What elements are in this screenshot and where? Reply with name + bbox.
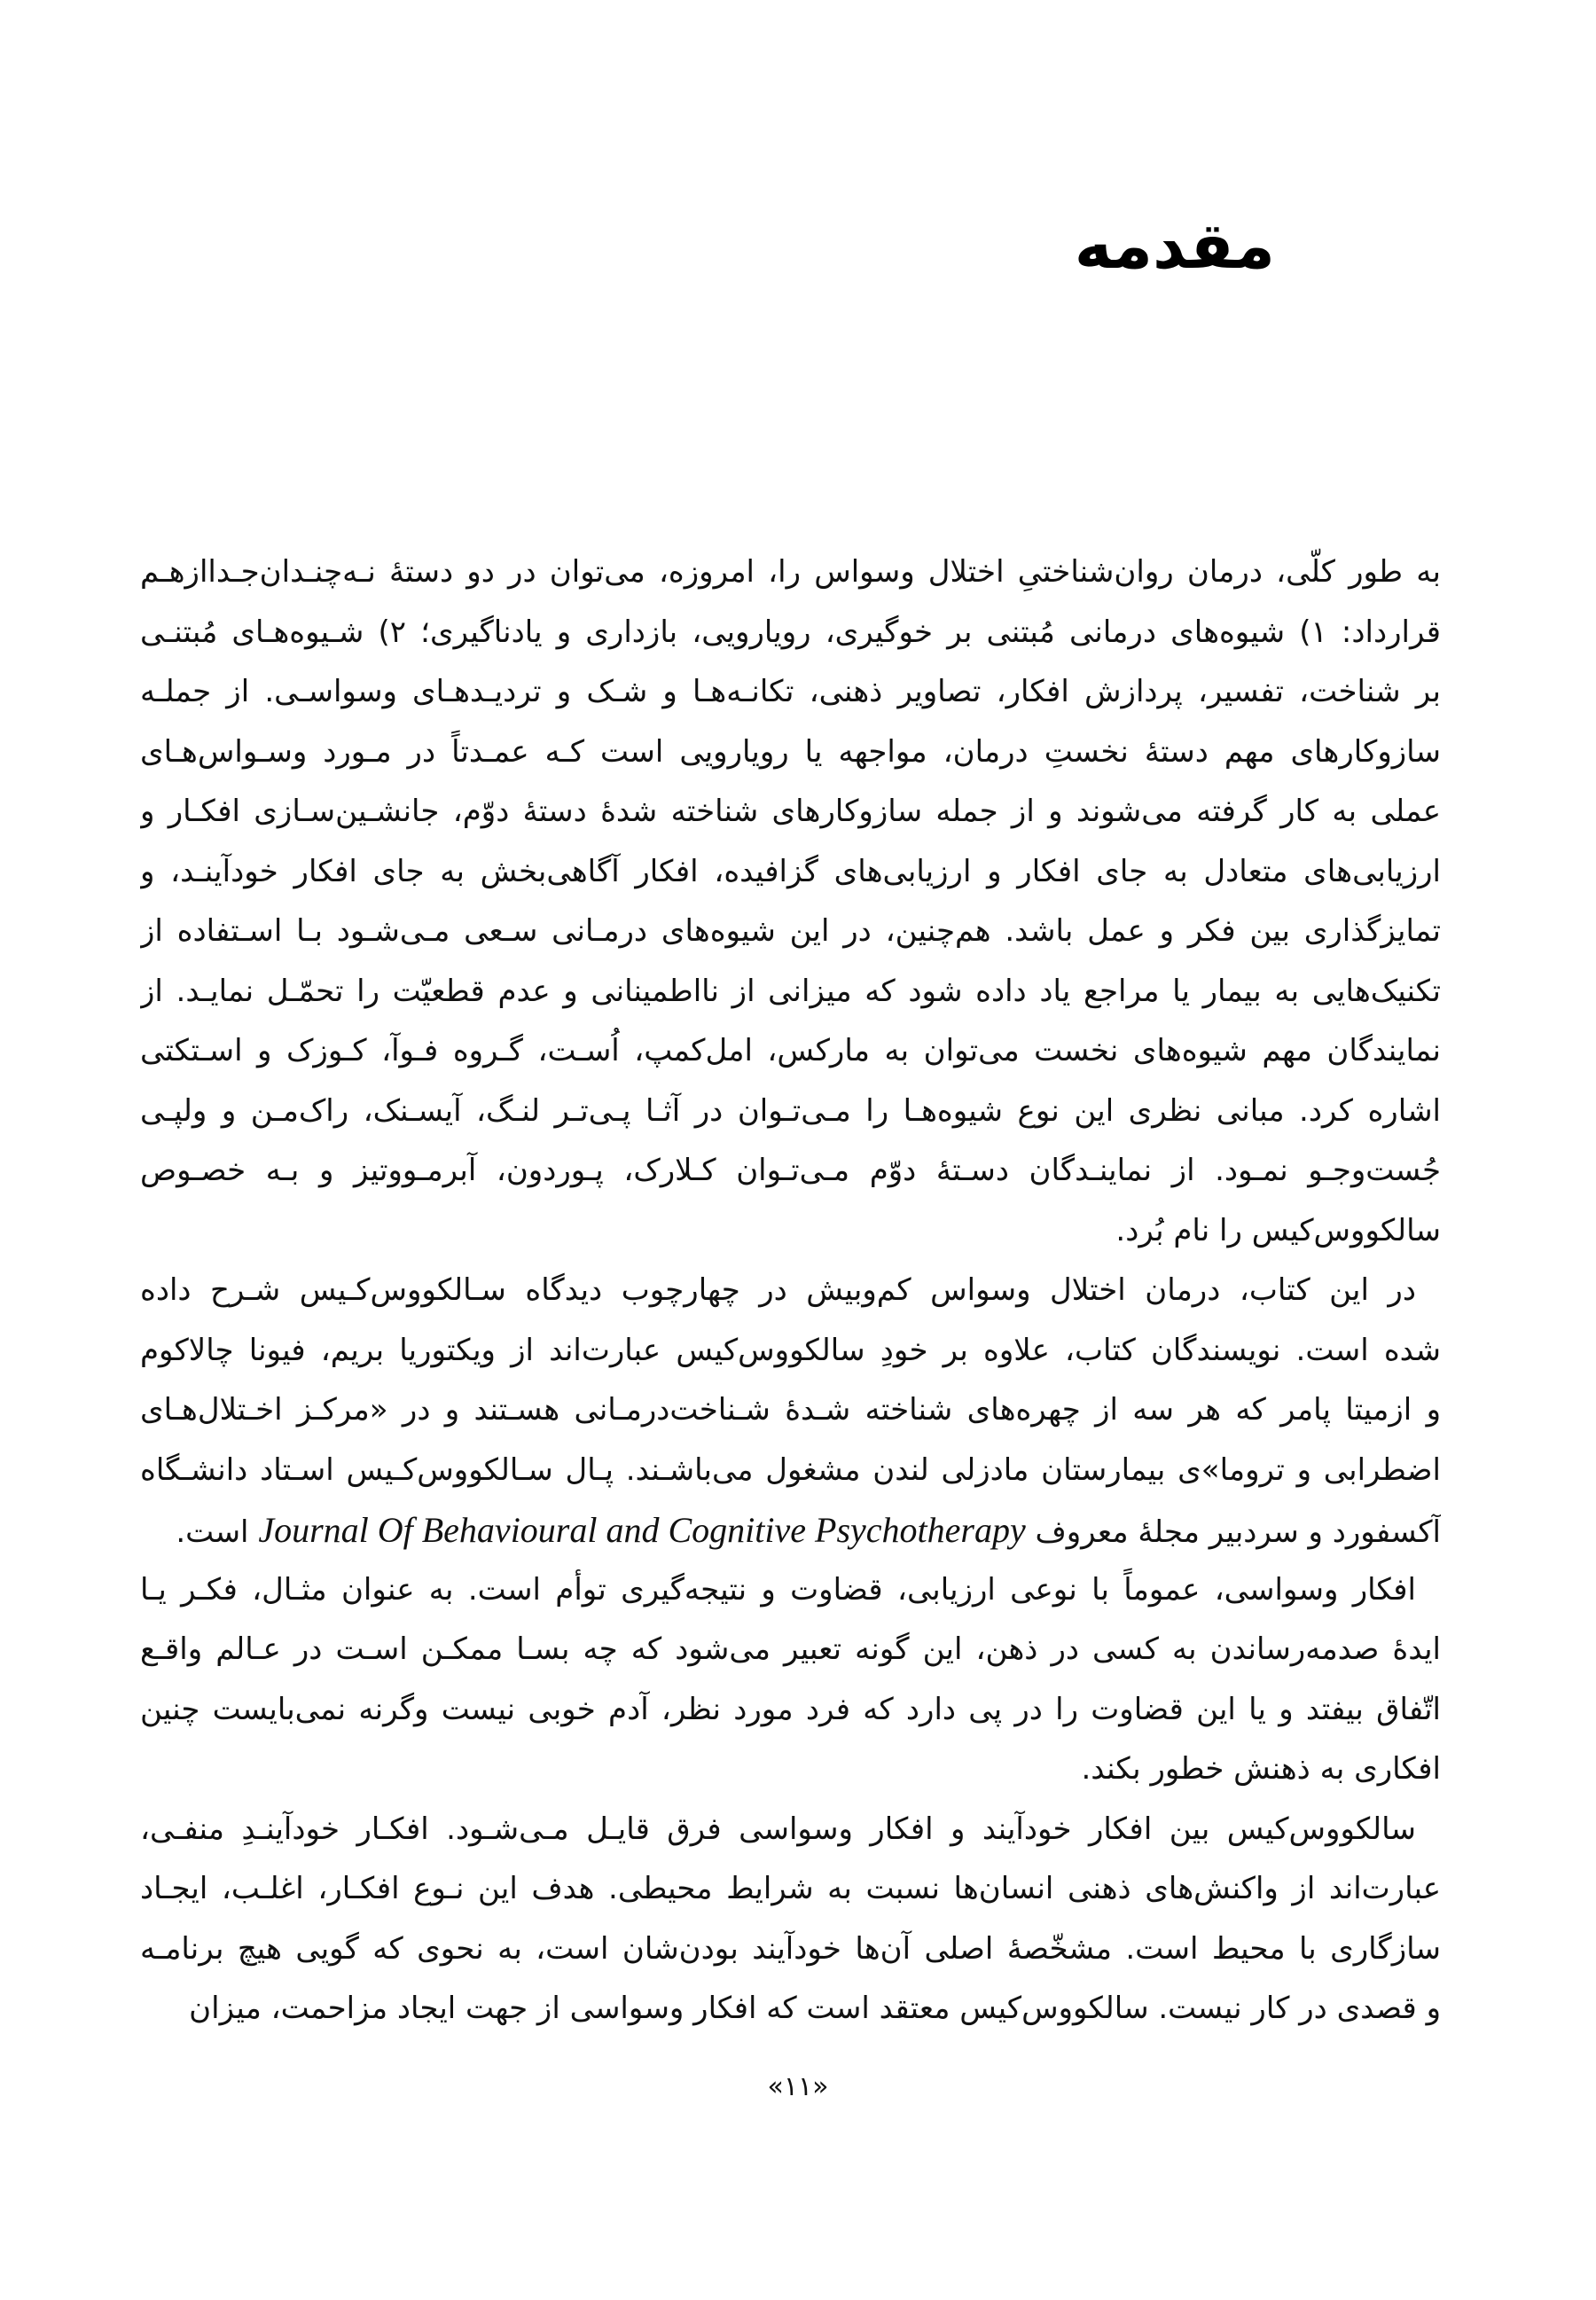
page-number: «۱۱» [767, 2071, 829, 2102]
text-line: ایدهٔ صدمه‌رساندن به کسی در ذهن، این گونه تعبیر می‌شود که چه بسـا ممکـن اسـت در عـالم واقـع [140, 1631, 1441, 1667]
chapter-title: مقدمه [1074, 208, 1275, 283]
paragraph [140, 1561, 1441, 1800]
text-line: افکار وسواسی، عموماً با نوعی ارزیابی، قضاوت و نتیجه‌گیری توأم است. به عنوان مثـال، فکـر یـا [140, 1571, 1416, 1608]
text-line: قرارداد: ۱) شیوه‌های درمانی مُبتنی بر خوگیری، رویارویی، بازداری و یادناگیری؛ ۲) شـیوه‌هـای مُبتنـی [140, 614, 1441, 650]
text-line: شده است. نویسندگان کتاب، علاوه بر خودِ سالکووس‌کیس عبارت‌اند از ویکتوریا بریم، فیونا چالاکوم [140, 1332, 1441, 1368]
journal-title-latin: Journal Of Behavioural and Cognitive Psychotherapy [258, 1510, 1026, 1550]
line-text-segment: آکسفورد و سردبیر مجلهٔ معروف [1025, 1514, 1441, 1550]
text-line: سازگاری با محیط است. مشخّصهٔ اصلی آن‌ها خودآیند بودن‌شان است، به نحوی که گویی هیچ برنامـه [140, 1930, 1441, 1967]
text-line: افکاری به ذهنش خطور بکند. [1081, 1751, 1441, 1787]
text-line: اتّفاق بیفتد و یا این قضاوت را در پی دارد که فرد مورد نظر، آدم خوبی نیست وگرنه نمی‌بایست چنین [140, 1691, 1441, 1727]
text-line: عبارت‌اند از واکنش‌های ذهنی انسان‌ها نسبت به شرایط محیطی. هدف این نـوع افکـار، اغلـب، ایجـاد [140, 1871, 1441, 1906]
text-line: در این کتاب، درمان اختلال وسواس کم‌وبیش در چهارچوب دیدگاه سـالکووس‌کـیس شـرح داده [140, 1272, 1416, 1308]
paragraph [140, 1800, 1441, 2039]
text-line: سالکووس‌کیس را نام بُرد. [1115, 1212, 1441, 1248]
text-line: سازوکارهای مهم دستهٔ نخستِ درمان، مواجهه یا رویارویی است کـه عمـدتاً در مـورد وسـواس‌هـای [140, 733, 1441, 770]
text-line: سالکووس‌کیس بین افکار خودآیند و افکار وسواسی فرق قایـل مـی‌شـود. افکـار خودآینـدِ منفـی، [140, 1811, 1416, 1847]
body-text [140, 543, 1441, 2039]
text-line: عملی به کار گرفته می‌شوند و از جمله سازوکارهای شناخته شدهٔ دستهٔ دوّم، جانشـین‌سـازی افکـار و [140, 794, 1441, 829]
paragraph [140, 1261, 1441, 1561]
paragraph [140, 543, 1441, 1261]
text-line [140, 1500, 1441, 1561]
text-line: تمایزگذاری بین فکر و عمل باشد. هم‌چنین، در این شیوه‌های درمـانی سـعی مـی‌شـود بـا اسـتفاده از [140, 913, 1441, 949]
line-text-segment: است. [176, 1514, 259, 1550]
text-line: اضطرابی و تروما»ی بیمارستان مادزلی لندن مشغول می‌باشـند. پـال سـالکووس‌کـیس اسـتاد دانشـگاه [140, 1451, 1441, 1488]
text-line: و قصدی در کار نیست. سالکووس‌کیس معتقد است که افکار وسواسی از جهت ایجاد مزاحمت، میزان [189, 1991, 1441, 2026]
text-line: ارزیابی‌های متعادل به جای افکار و ارزیابی‌های گزافیده، افکار آگاهی‌بخش به جای افکار خودآینـد، و [140, 853, 1441, 889]
text-line: اشاره کرد. مبانی نظری این نوع شیوه‌هـا را مـی‌تـوان در آثـا پـی‌تـر لنـگ، آیسـنک، راک‌مـن و ولپـی [140, 1092, 1441, 1129]
text-line: و ازمیتا پامر که هر سه از چهره‌های شناخته شـدهٔ شـناخت‌درمـانی هسـتند و در «مرکـز اخـتلال‌هـای [140, 1392, 1441, 1428]
text-line: جُست‌وجـو نمـود. از نماینـدگان دسـتهٔ دوّم مـی‌تـوان کـلارک، پـوردون، آبرمـووتیز و بـه خصـوص [140, 1153, 1441, 1188]
text-line: به طور کلّی، درمان روان‌شناختیِ اختلال وسواس را، امروزه، می‌توان در دو دستهٔ نـه‌چنـدان‌جـداازهـم [140, 554, 1441, 590]
text-line: نمایندگان مهم شیوه‌های نخست می‌توان به مارکس، امل‌کمپ، اُسـت، گـروه فـوآ، کـوزک و اسـتکتی [140, 1033, 1441, 1068]
text-line: بر شناخت، تفسیر، پردازش افکار، تصاویر ذهنی، تکانـه‌هـا و شـک و تردیـدهـای وسواسـی. از جملـه [140, 674, 1441, 709]
text-line: تکنیک‌هایی به بیمار یا مراجع یاد داده شود که میزانی از نااطمینانی و عدم قطعیّت را تحمّـل نمایـد. از [140, 973, 1441, 1009]
